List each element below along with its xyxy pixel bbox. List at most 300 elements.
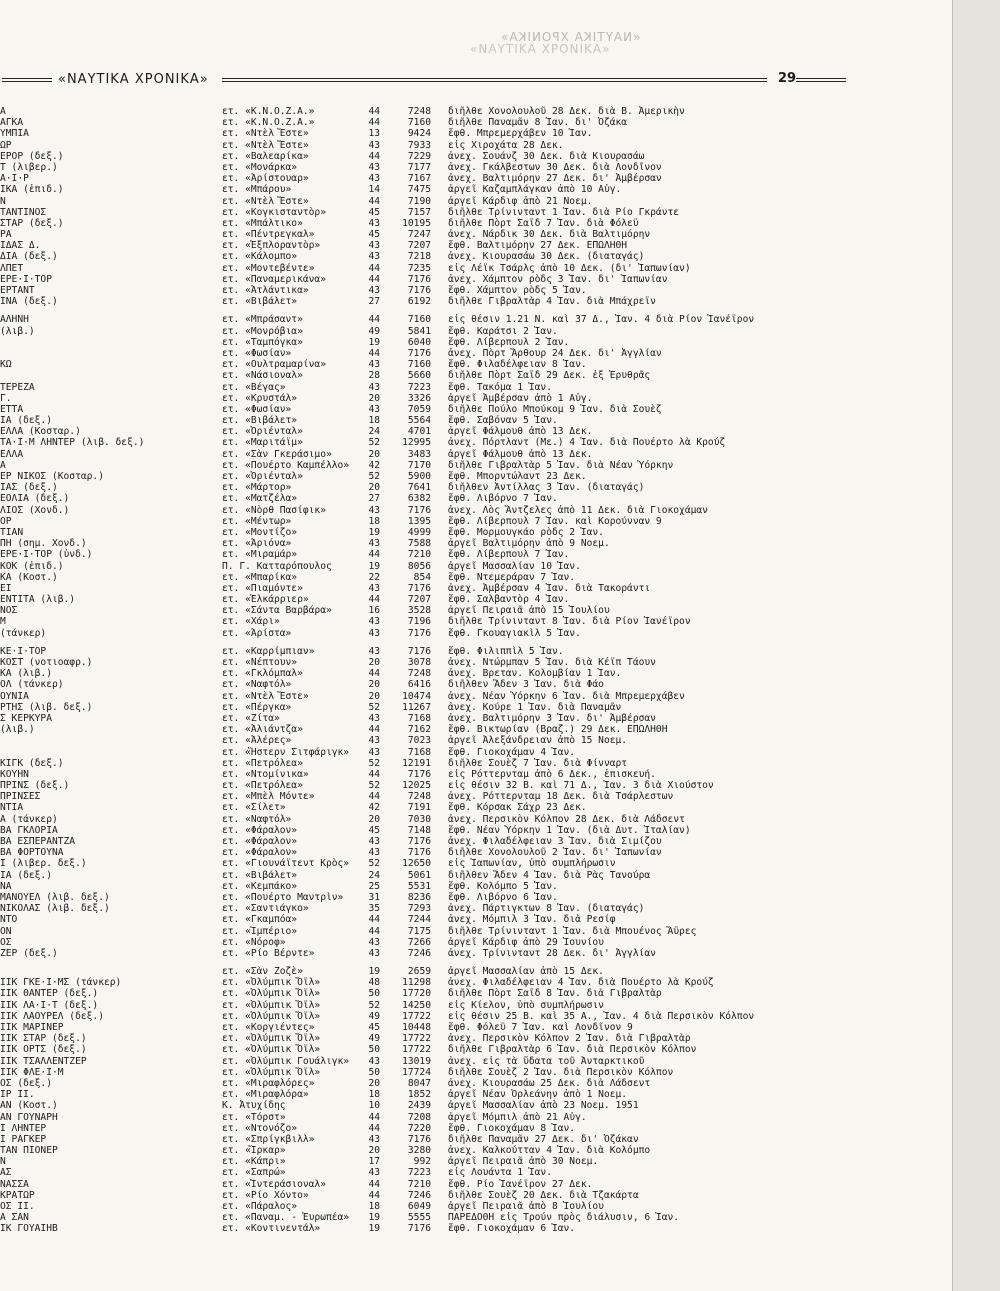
voyage-status: ἀργεῖ Μασσαλίαν ἀπὸ 15 Δεκ.	[448, 966, 604, 978]
capacity-value: 43	[368, 161, 380, 173]
capacity-value: 43	[368, 936, 380, 948]
tonnage-value: 7641	[407, 482, 431, 494]
ship-name: ετ. «Ὀλύμπικ Ὄϊλ»	[222, 1033, 321, 1045]
ship-row	[0, 691, 952, 702]
ship-row	[0, 549, 952, 560]
ship-row	[0, 449, 952, 460]
capacity-value: 43	[368, 403, 380, 415]
owner-name: ΙΙΚ ΛΑΟΥΡΕΛ (δεξ.)	[0, 1010, 104, 1022]
tonnage-value: 11267	[402, 701, 431, 713]
owner-name: ΚΑ (λιβ.)	[0, 668, 52, 680]
ship-name: ετ. «Πετρόλεα»	[222, 757, 303, 769]
owner-name: ΝΑ	[0, 880, 12, 892]
capacity-value: 44	[368, 768, 380, 780]
ship-row	[0, 296, 952, 307]
voyage-status: ἔφθ. Νέαν Ὑόρκην 1 Ἰαν. (διὰ Δυτ. Ἰταλίαν)	[448, 824, 691, 836]
tonnage-value: 7160	[407, 359, 431, 371]
voyage-status: ἀργεῖ Φάλμουθ ἀπὸ 13 Δεκ.	[448, 426, 593, 438]
owner-name: ΚΕ·Ι·ΤΟΡ	[0, 645, 47, 657]
owner-name: ΣΤΑΡ (δεξ.)	[0, 217, 64, 229]
ship-row	[0, 337, 952, 348]
ship-row	[0, 858, 952, 869]
tonnage-value: 5555	[407, 1212, 431, 1224]
capacity-value: 19	[368, 526, 380, 538]
voyage-status: διῆλθε Χονολουλοῦ 28 Δεκ. διὰ Β. Ἀμερικὴν	[448, 106, 685, 117]
voyage-status: ἔφθ. Χάμπτον ρὸδς 5 Ἰαν.	[448, 285, 587, 296]
tonnage-value: 6416	[407, 679, 431, 691]
voyage-status: διῆλθε Σουὲζ 7 Ἰαν. διὰ Φίνναρτ	[448, 757, 628, 769]
voyage-status: ἔφθ. Τακόμα 1 Ἰαν.	[448, 381, 552, 393]
voyage-status: ἔφθ. Ντεμεράραν 7 Ἰαν.	[448, 571, 576, 583]
ship-name: ετ. «Κ.Ν.Ο.Ζ.Α.»	[222, 117, 315, 129]
owner-name: ΤΑΝΤΙΝΟΣ	[0, 206, 47, 218]
voyage-status: ἔφθ. Βικτωρίαν (Βραζ.) 29 Δεκ. ΕΠΩΛΗΘΗ	[448, 724, 668, 736]
owner-name: Σ ΚΕΡΚΥΡΑ	[0, 712, 52, 724]
ship-row	[0, 285, 952, 296]
capacity-value: 43	[368, 173, 380, 185]
voyage-status: ἀργεῖ Μόμπιλ ἀπὸ 21 Αὐγ.	[448, 1111, 587, 1123]
tonnage-value: 7207	[407, 240, 431, 252]
ship-row	[0, 948, 952, 959]
capacity-value: 18	[368, 515, 380, 527]
ship-row	[0, 151, 952, 162]
ship-name: ετ. «Σαντιάγκο»	[222, 903, 309, 915]
tonnage-value: 7176	[407, 285, 431, 296]
ship-row	[0, 359, 952, 370]
owner-name: ΤΙΑΝ	[0, 526, 24, 538]
capacity-value: 45	[368, 824, 380, 836]
capacity-value: 43	[368, 582, 380, 594]
ship-name: ετ. «Σίλετ»	[222, 802, 286, 814]
capacity-value: 50	[368, 1066, 380, 1078]
ship-row	[0, 326, 952, 337]
owner-name: ΙΙΚ ΦΛΕ·Ι·Μ	[0, 1066, 64, 1078]
tonnage-value: 5564	[407, 415, 431, 427]
capacity-value: 43	[368, 240, 380, 252]
ship-name: ετ. «Σπρίγκβιλλ»	[222, 1133, 315, 1145]
ship-list	[0, 106, 952, 1235]
tonnage-value: 3326	[407, 392, 431, 404]
tonnage-value: 3078	[407, 657, 431, 668]
capacity-value: 45	[368, 229, 380, 241]
voyage-status: ἔφθ. Καράτσι 2 Ἰαν.	[448, 325, 558, 337]
ship-row	[0, 251, 952, 262]
ship-name: ετ. «Πετρόλεα»	[222, 780, 303, 792]
ship-row	[0, 758, 952, 769]
tonnage-value: 2439	[407, 1100, 431, 1112]
ship-row	[0, 836, 952, 847]
voyage-status: ἀργεῖ Φάλμουθ ἀπὸ 13 Δεκ.	[448, 448, 593, 460]
ship-name: ετ. «Μοντεβέντε»	[222, 262, 315, 274]
ship-row	[0, 668, 952, 679]
ship-name: ετ. «Ντομίνικα»	[222, 768, 309, 780]
ship-name: ετ. «Ντονόζο»	[222, 1122, 298, 1134]
tonnage-value: 7177	[407, 161, 431, 173]
voyage-status: ἀνεχ. Βρεταν. Κολομβίαν 1 Ἰαν.	[448, 668, 622, 680]
ship-name: ετ. «Γκλόμπαλ»	[222, 668, 303, 680]
tonnage-value: 8047	[407, 1077, 431, 1089]
ship-name: ετ. «Πάραλος»	[222, 1201, 298, 1212]
ship-name: ετ. «Κάλομπο»	[222, 251, 298, 263]
ship-row	[0, 437, 952, 448]
ship-row	[0, 747, 952, 758]
voyage-status: ἀνεχ. Νέαν Ὑόρκην 6 Ἰαν. διὰ Μπρεμερχάβεν	[448, 690, 685, 702]
voyage-status: διῆλθε Σουὲζ 2 Ἰαν. διὰ Περσικὸν Κόλπον	[448, 1066, 674, 1078]
ship-name: ετ. «Πέργκα»	[222, 701, 292, 713]
ship-name: ετ. «Ἀριόνα»	[222, 538, 292, 550]
ship-name: ετ. «Πουέρτο Καμπέλλο»	[222, 459, 350, 471]
tonnage-value: 7176	[407, 504, 431, 516]
tonnage-value: 7059	[407, 403, 431, 415]
ship-name: ετ. «Ὀριένταλ»	[222, 426, 303, 438]
tonnage-value: 17720	[402, 988, 431, 1000]
ship-name: ετ. «Μέντωρ»	[222, 515, 292, 527]
owner-name: ΕΛΛΑ	[0, 448, 24, 460]
voyage-status: ἀνεχ. Καλκούτταν 4 Ἰαν. διὰ Κολόμπο	[448, 1145, 651, 1157]
ship-row	[0, 814, 952, 825]
capacity-value: 13	[368, 128, 380, 140]
ship-name: ετ. «Κάπρι»	[222, 1156, 286, 1168]
tonnage-value: 7235	[407, 262, 431, 274]
voyage-status: εἰς Ἰαπωνίαν, ὑπὸ συμπλήρωσιν	[448, 858, 616, 870]
voyage-status: ἀνεχ. Περσικὸν Κόλπον 2 Ἰαν. διὰ Γιβραλτὰρ	[448, 1033, 691, 1045]
ship-name: ετ. «Ἰμπέριο»	[222, 925, 298, 937]
ship-name: ετ. «Βέγας»	[222, 381, 286, 393]
tonnage-value: 12025	[402, 780, 431, 792]
ship-name: ετ. «Κεμπάκο»	[222, 880, 298, 892]
ship-name: ετ. «Φάραλον»	[222, 847, 298, 859]
ship-name: ετ. «Ρίο Βέρντε»	[222, 947, 315, 959]
tonnage-value: 7218	[407, 251, 431, 263]
tonnage-value: 13019	[402, 1055, 431, 1067]
ship-name: ετ. «Ἀρίστα»	[222, 627, 292, 639]
voyage-status: ἀνεχ. Κιουρασάω 25 Δεκ. διὰ Λάδσεντ	[448, 1077, 651, 1089]
ship-name: ετ. «Τόρστ»	[222, 1111, 286, 1123]
owner-name: (τάνκερ)	[0, 627, 47, 639]
owner-name: ΚΟΚ (ἐπιδ.)	[0, 560, 64, 572]
owner-name: ΚΡΑΤΩΡ	[0, 1189, 35, 1201]
ship-row	[0, 1011, 952, 1022]
capacity-value: 44	[368, 1189, 380, 1201]
voyage-status: ἔφθ. Σαβόναν 5 Ἰαν.	[448, 415, 558, 427]
voyage-status: διῆλθε Παναμᾶν 8 Ἰαν. δι' Ὀζάκα	[448, 117, 628, 129]
ship-name: ετ. «Ὀριένταλ»	[222, 471, 303, 482]
tonnage-value: 7157	[407, 206, 431, 218]
ship-row	[0, 471, 952, 482]
voyage-status: ἀργεῖ Νέαν Ὀρλεάνην ἀπὸ 1 Νοεμ.	[448, 1089, 628, 1101]
voyage-status: ἀνεχ. Φιλαδέλφειαν 3 Ἰαν. διὰ Σιμίζου	[448, 836, 662, 847]
voyage-status: ἀνεχ. Κούρε 1 Ἰαν. διὰ Παναμᾶν	[448, 701, 622, 713]
capacity-value: 42	[368, 802, 380, 814]
tonnage-value: 1395	[407, 515, 431, 527]
tonnage-value: 7246	[407, 1189, 431, 1201]
ship-row	[0, 426, 952, 437]
tonnage-value: 7475	[407, 184, 431, 196]
ship-name: ετ. «Κοντινεντάλ»	[222, 1223, 321, 1235]
voyage-status: διῆλθε Γιβραλτὰρ 4 Ἰαν. διὰ Μπάχρεϊν	[448, 296, 656, 308]
tonnage-value: 7170	[407, 459, 431, 471]
owner-name: ΤΑΝ ΠΙΟΝΕΡ	[0, 1145, 58, 1157]
ship-row	[0, 966, 952, 977]
tonnage-value: 7223	[407, 381, 431, 393]
voyage-status: διῆλθε Τρίνινταντ 8 Ἰαν. διὰ Ρίον Ἰανέϊρον	[448, 616, 691, 628]
voyage-status: εἰς Κίελον, ὑπὸ συμπλήρωσιν	[448, 999, 604, 1011]
owner-name: ΑΝ (Κοστ.)	[0, 1100, 58, 1112]
capacity-value: 44	[368, 150, 380, 162]
tonnage-value: 8236	[407, 891, 431, 903]
capacity-value: 27	[368, 296, 380, 308]
owner-name: Ν	[0, 1156, 6, 1168]
section-gap	[0, 639, 952, 646]
voyage-status: ἀργεῖ Ἀλεξάνδρειαν ἀπὸ 15 Νοεμ.	[448, 735, 628, 747]
tonnage-value: 7208	[407, 1111, 431, 1123]
ship-row	[0, 657, 952, 668]
ship-name: ετ. «Ντὲλ Ἔστε»	[222, 690, 309, 702]
ship-name: ετ. «Βιβάλετ»	[222, 869, 298, 881]
voyage-status: ἔφθ. Λίβερπουλ 7 Ἰαν.	[448, 549, 570, 561]
ship-name: ετ. «Παναμ. - Ἑυρωπέα»	[222, 1212, 350, 1224]
ship-row	[0, 460, 952, 471]
ship-row	[0, 1167, 952, 1178]
voyage-status: ἀργεῖ Καζαμπλάγκαν ἀπὸ 10 Αὐγ.	[448, 184, 622, 196]
voyage-status: ἀνεχ. Φιλαδέλφειαν 4 Ἰαν. διὰ Πουέρτο λὰ Κρούζ	[448, 977, 714, 989]
capacity-value: 52	[368, 701, 380, 713]
owner-name: ΟΡ	[0, 515, 12, 527]
owner-name: ΤΑ·Ι·Μ ΛΗΝΤΕΡ (λιβ. δεξ.)	[0, 437, 145, 449]
voyage-status: ἀργεῖ Πειραιᾶ ἀπὸ 8 Ἰουλίου	[448, 1201, 604, 1212]
capacity-value: 44	[368, 195, 380, 207]
capacity-value: 44	[368, 914, 380, 926]
page-title: «ΝΑΥΤΙΚΑ ΧΡΟΝΙΚΑ»	[58, 72, 209, 87]
owner-name: ΟΣ	[0, 936, 12, 948]
voyage-status: διῆλθε Τρίνινταντ 1 Ἰαν. διὰ Μπουένος Ἄϋρες	[448, 925, 697, 937]
tonnage-value: 7168	[407, 712, 431, 724]
ship-name: ετ. «Βιβάλετ»	[222, 296, 298, 308]
ship-row	[0, 229, 952, 240]
voyage-status: εἰς Ρόττερνταμ ἀπὸ 6 Δεκ., ἐπισκευή.	[448, 768, 656, 780]
ship-row	[0, 162, 952, 173]
capacity-value: 43	[368, 746, 380, 758]
ship-name: ετ. «Μαριτάϊμ»	[222, 437, 303, 449]
capacity-value: 43	[368, 645, 380, 657]
ship-row	[0, 140, 952, 151]
ship-name: ετ. «Ἥστερν Σιτφάριγκ»	[222, 746, 350, 758]
owner-name: Α ΣΑΝ	[0, 1212, 29, 1224]
ship-row	[0, 1067, 952, 1078]
ship-row	[0, 724, 952, 735]
ship-row	[0, 240, 952, 251]
tonnage-value: 12650	[402, 858, 431, 870]
tonnage-value: 7160	[407, 314, 431, 326]
owner-name: ΑΛΗΝΗ	[0, 314, 29, 326]
ship-name: Κ. Ἀτυχίδης	[222, 1100, 286, 1112]
owner-name: Α	[0, 459, 6, 471]
owner-name: (λιβ.)	[0, 724, 35, 736]
ship-row	[0, 903, 952, 914]
capacity-value: 43	[368, 712, 380, 724]
ship-row	[0, 393, 952, 404]
tonnage-value: 10195	[402, 217, 431, 229]
tonnage-value: 7176	[407, 582, 431, 594]
voyage-status: διῆλθε Πὸρτ Σαΐδ 29 Δεκ. ἐξ Ἐρυθρᾶς	[448, 370, 651, 382]
capacity-value: 49	[368, 325, 380, 337]
tonnage-value: 2659	[407, 966, 431, 978]
capacity-value: 50	[368, 988, 380, 1000]
ship-row	[0, 881, 952, 892]
ship-row	[0, 415, 952, 426]
tonnage-value: 4999	[407, 526, 431, 538]
ship-row	[0, 583, 952, 594]
tonnage-value: 10448	[402, 1022, 431, 1033]
voyage-status: ἀνεχ. Μόμπιλ 3 Ἰαν. διὰ Ρεσίφ	[448, 914, 616, 926]
owner-name: ΛΙΟΣ (Χονδ.)	[0, 504, 70, 516]
section-gap	[0, 307, 952, 314]
ship-row	[0, 106, 952, 117]
owner-name: ΠΡΙΝΣ (δεξ.)	[0, 780, 70, 792]
ship-name: ετ. «Ὀλύμπικ Ὄϊλ»	[222, 1044, 321, 1056]
ship-row	[0, 505, 952, 516]
voyage-status: εἰς θέσιν 1.21 Ν. καὶ 37 Δ., Ἰαν. 4 διὰ Ρίον Ἰανέϊρον	[448, 314, 755, 326]
ship-name: ετ. «Χάρι»	[222, 616, 280, 628]
tonnage-value: 7176	[407, 768, 431, 780]
owner-name: ΕΛΛΑ (Κοσταρ.)	[0, 426, 81, 438]
owner-name: ΚΙΓΚ (δεξ.)	[0, 757, 64, 769]
tonnage-value: 7160	[407, 117, 431, 129]
capacity-value: 18	[368, 1201, 380, 1212]
voyage-status: ἀργεῖ Κάρδιφ ἀπὸ 21 Νοεμ.	[448, 195, 593, 207]
tonnage-value: 7207	[407, 594, 431, 606]
owner-name: ΙΝΑ (δεξ.)	[0, 296, 58, 308]
owner-name: ΑΣ	[0, 1167, 12, 1179]
tonnage-value: 5660	[407, 370, 431, 382]
ship-row	[0, 605, 952, 616]
capacity-value: 43	[368, 285, 380, 296]
tonnage-value: 7190	[407, 195, 431, 207]
tonnage-value: 7229	[407, 150, 431, 162]
voyage-status: διῆλθε Γιβραλτὰρ 6 Ἰαν. διὰ Περσικὸν Κόλπον	[448, 1044, 697, 1056]
ship-name: ετ. «Ντὲλ Ἔστε»	[222, 139, 309, 151]
tonnage-value: 7246	[407, 947, 431, 959]
tonnage-value: 5900	[407, 471, 431, 482]
capacity-value: 10	[368, 1100, 380, 1112]
tonnage-value: 7196	[407, 616, 431, 628]
voyage-status: ἔφθ. Κολόμπο 5 Ἰαν.	[448, 880, 558, 892]
capacity-value: 19	[368, 1212, 380, 1224]
owner-name: ΟΣ (δεξ.)	[0, 1077, 52, 1089]
owner-name: ΙΙΚ ΘΑΝΤΕΡ (δεξ.)	[0, 988, 99, 1000]
voyage-status: ἀργεῖ Πειραιᾶ ἀπὸ 30 Νοεμ.	[448, 1156, 599, 1168]
voyage-status: ἀνεχ. Κιουρασάω 30 Δεκ. (διαταγάς)	[448, 251, 645, 263]
owner-name: ΙΚΑ (ἐπιδ.)	[0, 184, 64, 196]
tonnage-value: 3280	[407, 1145, 431, 1157]
voyage-status: ἀνεχ. Βαλτιμόρην 3 Ἰαν. δι' Ἀμβέρσαν	[448, 712, 656, 724]
owner-name: ΑΝ ΓΟΥΝΑΡΗ	[0, 1111, 58, 1123]
capacity-value: 44	[368, 668, 380, 680]
ship-name: ετ. «Ὀλύμπικ Γουάλιγκ»	[222, 1055, 350, 1067]
owner-name: Ν	[0, 195, 6, 207]
voyage-status: ἔφθ. Φιλαδέλφειαν 8 Ἰαν.	[448, 359, 587, 371]
ship-row	[0, 769, 952, 780]
ship-row	[0, 892, 952, 903]
ship-name: ετ. «Ζίτα»	[222, 712, 280, 724]
tonnage-value: 3528	[407, 605, 431, 617]
ship-row	[0, 780, 952, 791]
capacity-value: 44	[368, 925, 380, 937]
ship-row	[0, 493, 952, 504]
ship-row	[0, 679, 952, 690]
ship-name: ετ. «Πιαμόντε»	[222, 582, 303, 594]
ship-name: ετ. «Ναφτόλ»	[222, 813, 292, 825]
ship-name: ετ. «Ἀλέρες»	[222, 735, 292, 747]
ship-name: ετ. «Ἰντεράσιοναλ»	[222, 1178, 326, 1190]
ship-name: ετ. «Ἀλιάντζα»	[222, 724, 303, 736]
capacity-value: 44	[368, 594, 380, 606]
ship-name: ετ. «Μπράσαντ»	[222, 314, 303, 326]
owner-name: ΠΗ (σημ. Χονδ.)	[0, 538, 87, 550]
ship-row	[0, 1223, 952, 1234]
ship-row	[0, 184, 952, 195]
voyage-status: εἰς θέσιν 32 Β. καὶ 71 Δ., Ἰαν. 3 διὰ Χιούστον	[448, 780, 714, 792]
ship-name: ετ. «Ἀρίστουαρ»	[222, 173, 309, 185]
owner-name: ΝΑΣΣΑ	[0, 1178, 29, 1190]
owner-name: ΙΚ ΓΟΥΑΙΗΒ	[0, 1223, 58, 1235]
ship-name: ετ. «Ἴρκαρ»	[222, 1145, 286, 1157]
ship-name: ετ. «Μιραφλόρες»	[222, 1077, 315, 1089]
owner-name: ΜΑΝΟΥΕΛ (λιβ. δεξ.)	[0, 891, 110, 903]
ship-row	[0, 1078, 952, 1089]
capacity-value: 52	[368, 471, 380, 482]
tonnage-value: 7266	[407, 936, 431, 948]
owner-name: ΙΙΚ ΣΤΑΡ (δεξ.)	[0, 1033, 87, 1045]
tonnage-value: 17722	[402, 1044, 431, 1056]
owner-name: ΒΑ ΦΟΡΤΟΥΝΑ	[0, 847, 64, 859]
ship-name: ετ. «Ὀλύμπικ Ὄϊλ»	[222, 988, 321, 1000]
owner-name: ΕΡΕ·Ι·ΤΟΡ	[0, 273, 52, 285]
ship-name: ετ. «Ντὲλ Ἔστε»	[222, 128, 309, 140]
owner-name: ΚΩ	[0, 359, 12, 371]
capacity-value: 18	[368, 415, 380, 427]
capacity-value: 24	[368, 869, 380, 881]
capacity-value: 19	[368, 1223, 380, 1235]
ship-name: ετ. «Μοντίζο»	[222, 526, 298, 538]
capacity-value: 44	[368, 791, 380, 803]
voyage-status: διῆλθε Παναμᾶν 27 Δεκ. δι' Ὀζάκαν	[448, 1133, 639, 1145]
voyage-status: ἔφθ. Μπορντώλαντ 23 Δεκ.	[448, 471, 587, 482]
tonnage-value: 7175	[407, 925, 431, 937]
capacity-value: 14	[368, 184, 380, 196]
capacity-value: 50	[368, 1044, 380, 1056]
capacity-value: 43	[368, 381, 380, 393]
tonnage-value: 7210	[407, 1178, 431, 1190]
voyage-status: ἀνεχ. Βαλτιμόρην 27 Δεκ. δι' Ἀμβέρσαν	[448, 173, 662, 185]
ship-row	[0, 572, 952, 583]
voyage-status: διῆλθεν Ἀντίλλας 3 Ἰαν. (διαταγάς)	[448, 482, 645, 494]
voyage-status: ἀνεχ. Πόρτλαντ (Με.) 4 Ἰαν. διὰ Πουέρτο λὰ Κρούζ	[448, 437, 726, 449]
tonnage-value: 12191	[402, 757, 431, 769]
owner-name: ΝΤΙΑ	[0, 802, 24, 814]
ship-row	[0, 274, 952, 285]
ship-name: ετ. «Φωσίαν»	[222, 403, 292, 415]
ship-row	[0, 1190, 952, 1201]
tonnage-value: 7023	[407, 735, 431, 747]
ship-row	[0, 988, 952, 999]
capacity-value: 20	[368, 448, 380, 460]
ship-row	[0, 1112, 952, 1123]
ship-name: ετ. «Φάραλον»	[222, 836, 298, 847]
ship-name: Π. Γ. Κατταρόπουλος	[222, 560, 332, 572]
tonnage-value: 854	[413, 571, 431, 583]
voyage-status: ἔφθ. Φόλεϋ 7 Ἰαν. καὶ Λονδῖνον 9	[448, 1022, 633, 1033]
